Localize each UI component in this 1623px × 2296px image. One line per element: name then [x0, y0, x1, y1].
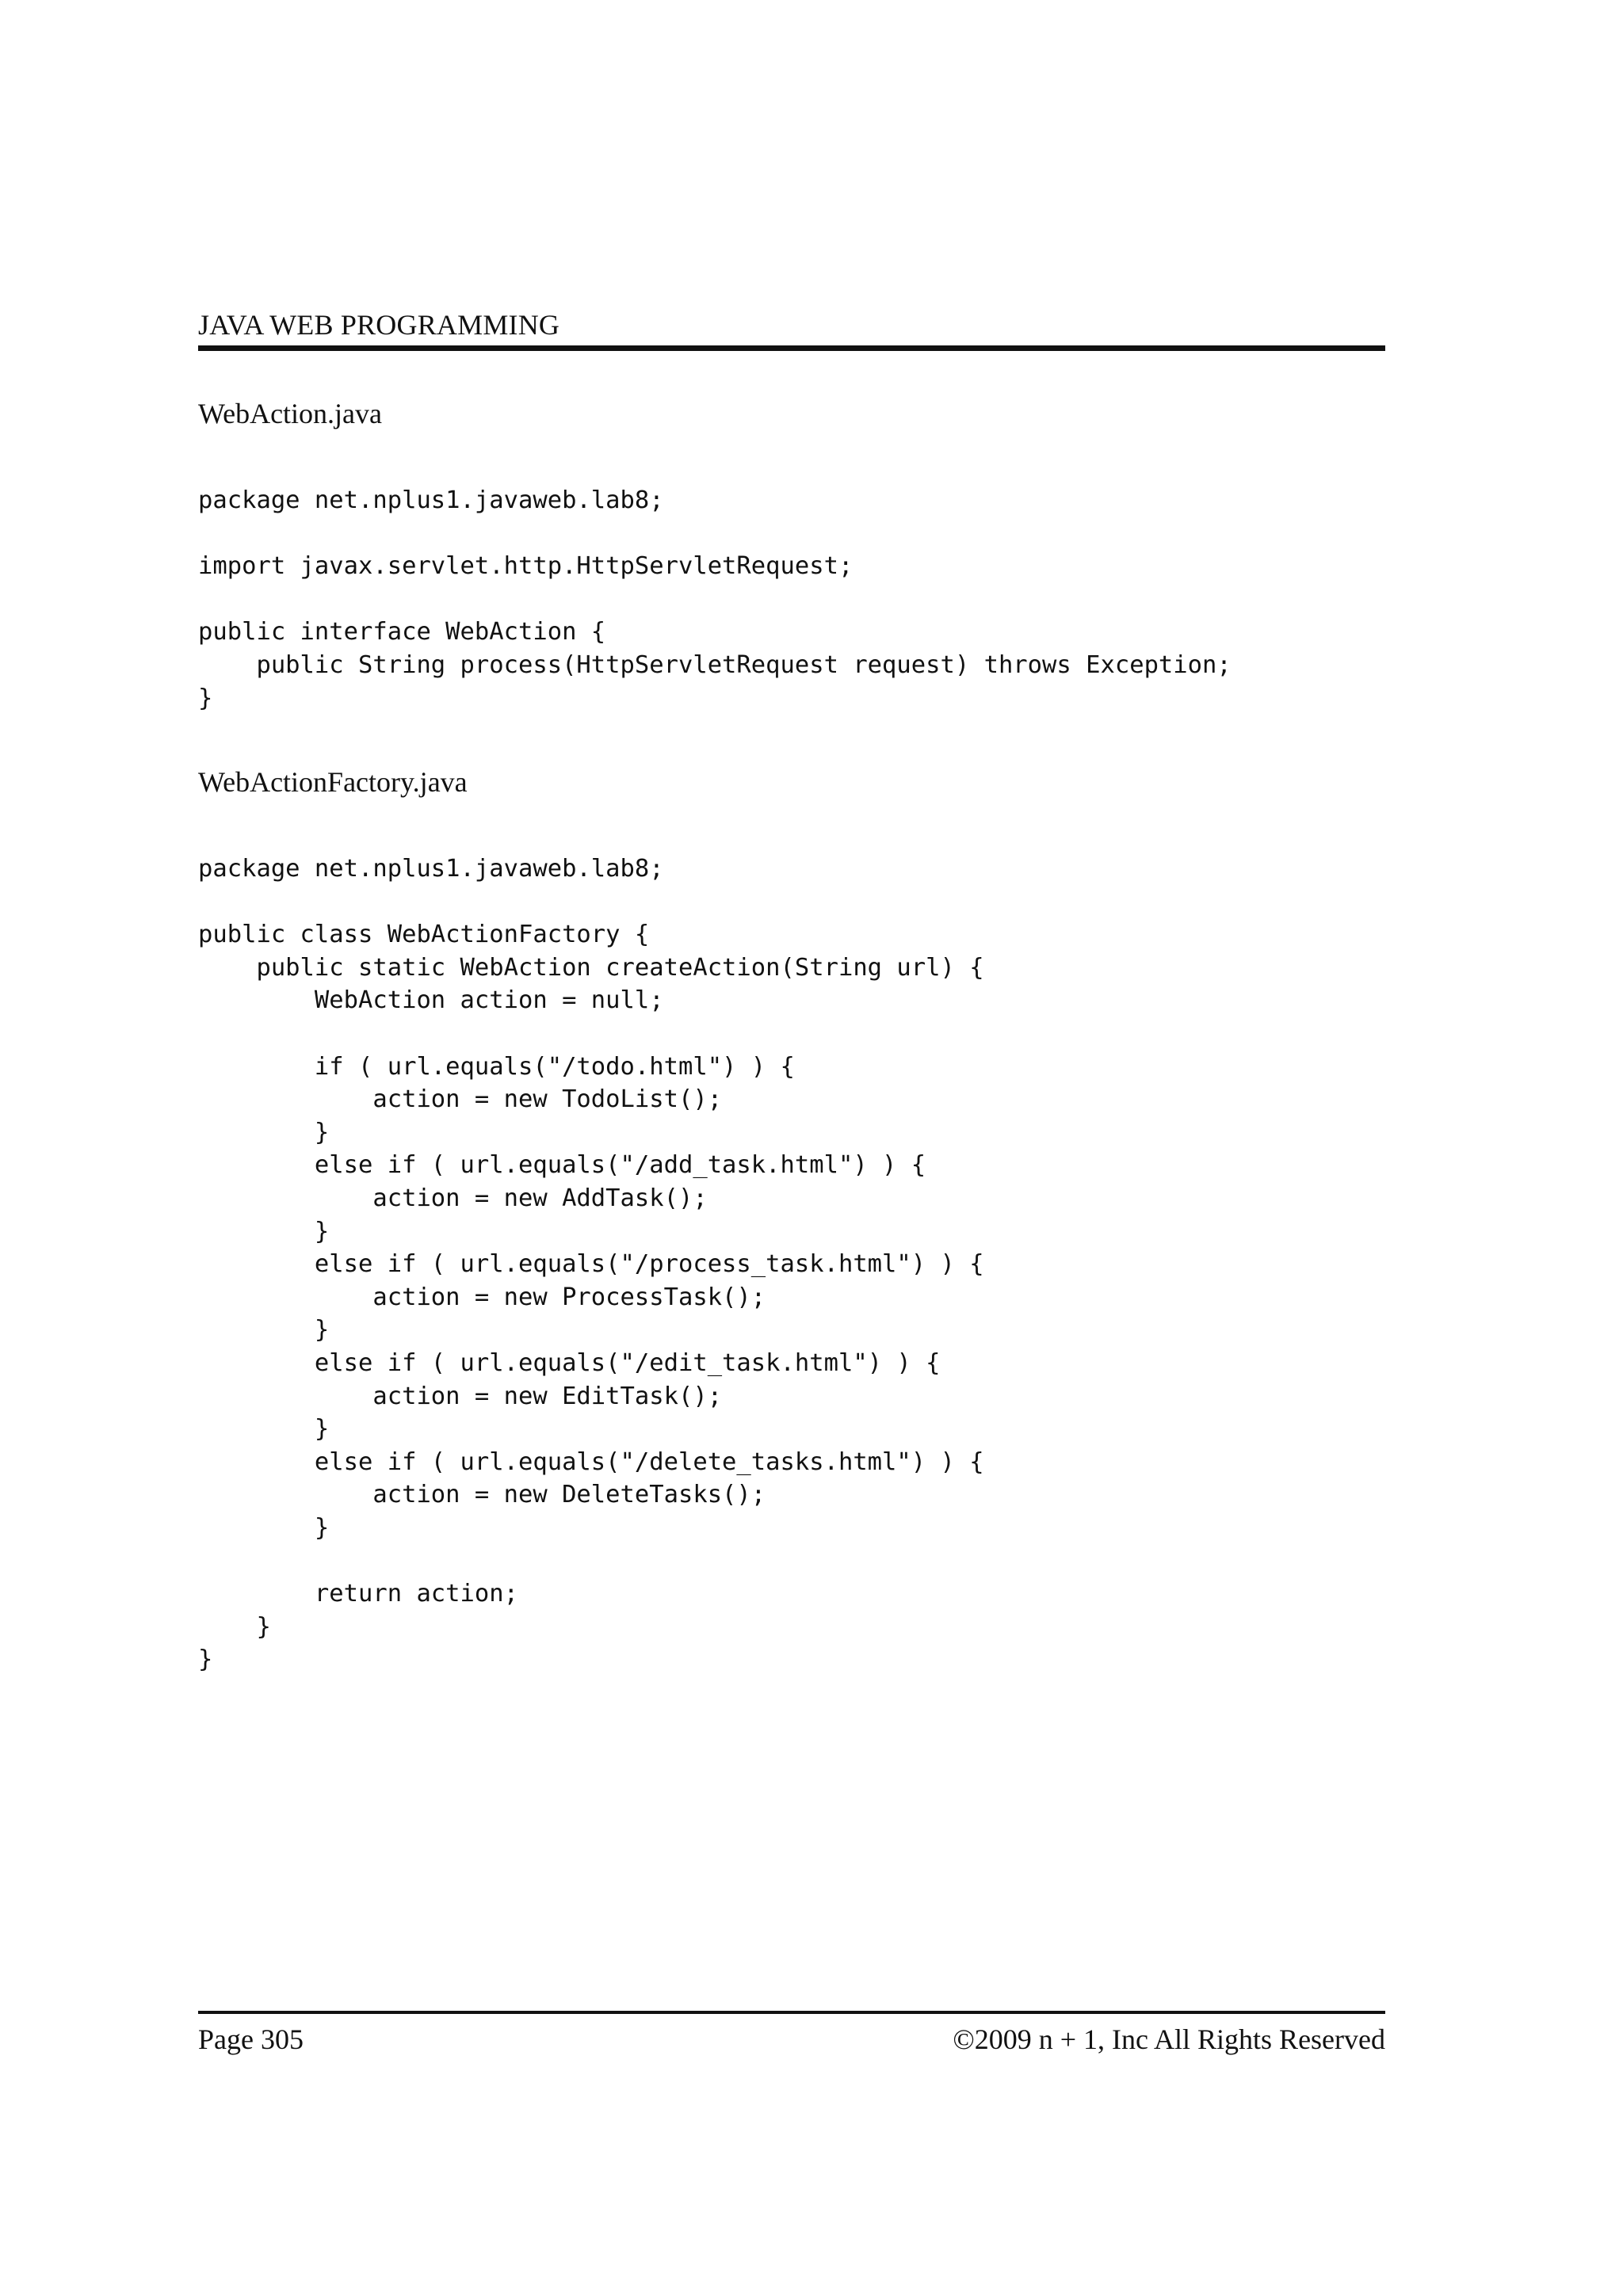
header-rule [198, 345, 1385, 351]
code-line: public static WebAction createAction(String url) { [198, 953, 984, 982]
code-line: else if ( url.equals("/delete_tasks.html") ) { [198, 1447, 984, 1476]
copyright-notice: ©2009 n + 1, Inc All Rights Reserved [953, 2023, 1385, 2055]
code-line: import javax.servlet.http.HttpServletRequest; [198, 552, 854, 581]
listing-title-webaction: WebAction.java [198, 398, 383, 429]
code-line: public String process(HttpServletRequest request) throws Exception; [198, 650, 1232, 679]
code-line: } [198, 1513, 330, 1542]
code-line: } [198, 1316, 330, 1344]
code-line: if ( url.equals("/todo.html") ) { [198, 1052, 795, 1081]
code-line [198, 583, 1232, 616]
code-line: WebAction action = null; [198, 986, 664, 1015]
code-listing-webactionfactory [198, 852, 984, 1676]
code-line [198, 517, 1232, 551]
code-line: action = new AddTask(); [198, 1184, 708, 1212]
code-line: public class WebActionFactory { [198, 921, 650, 949]
running-head: JAVA WEB PROGRAMMING [198, 309, 560, 341]
code-listing-webaction [198, 484, 1232, 715]
code-line: else if ( url.equals("/edit_task.html") ) { [198, 1348, 941, 1377]
listing-title-webactionfactory: WebActionFactory.java [198, 766, 468, 798]
code-line: action = new TodoList(); [198, 1085, 723, 1114]
code-line: public interface WebAction { [198, 618, 606, 646]
code-line: else if ( url.equals("/add_task.html") ) { [198, 1151, 926, 1180]
code-line: return action; [198, 1580, 518, 1608]
code-line: package net.nplus1.javaweb.lab8; [198, 486, 664, 514]
code-line: package net.nplus1.javaweb.lab8; [198, 855, 664, 883]
code-line: } [198, 1612, 271, 1641]
footer-rule [198, 2011, 1385, 2014]
code-line [198, 1544, 984, 1577]
code-line: action = new DeleteTasks(); [198, 1481, 766, 1509]
code-line [198, 1017, 984, 1051]
code-line: action = new ProcessTask(); [198, 1283, 766, 1311]
code-line: action = new EditTask(); [198, 1382, 723, 1410]
code-line [198, 886, 984, 919]
code-line: } [198, 1646, 213, 1674]
page-number: Page 305 [198, 2023, 304, 2055]
code-line: } [198, 684, 213, 712]
code-line: } [198, 1415, 330, 1444]
code-line: else if ( url.equals("/process_task.html") ) { [198, 1250, 984, 1279]
code-line: } [198, 1118, 330, 1146]
code-line: } [198, 1217, 330, 1245]
